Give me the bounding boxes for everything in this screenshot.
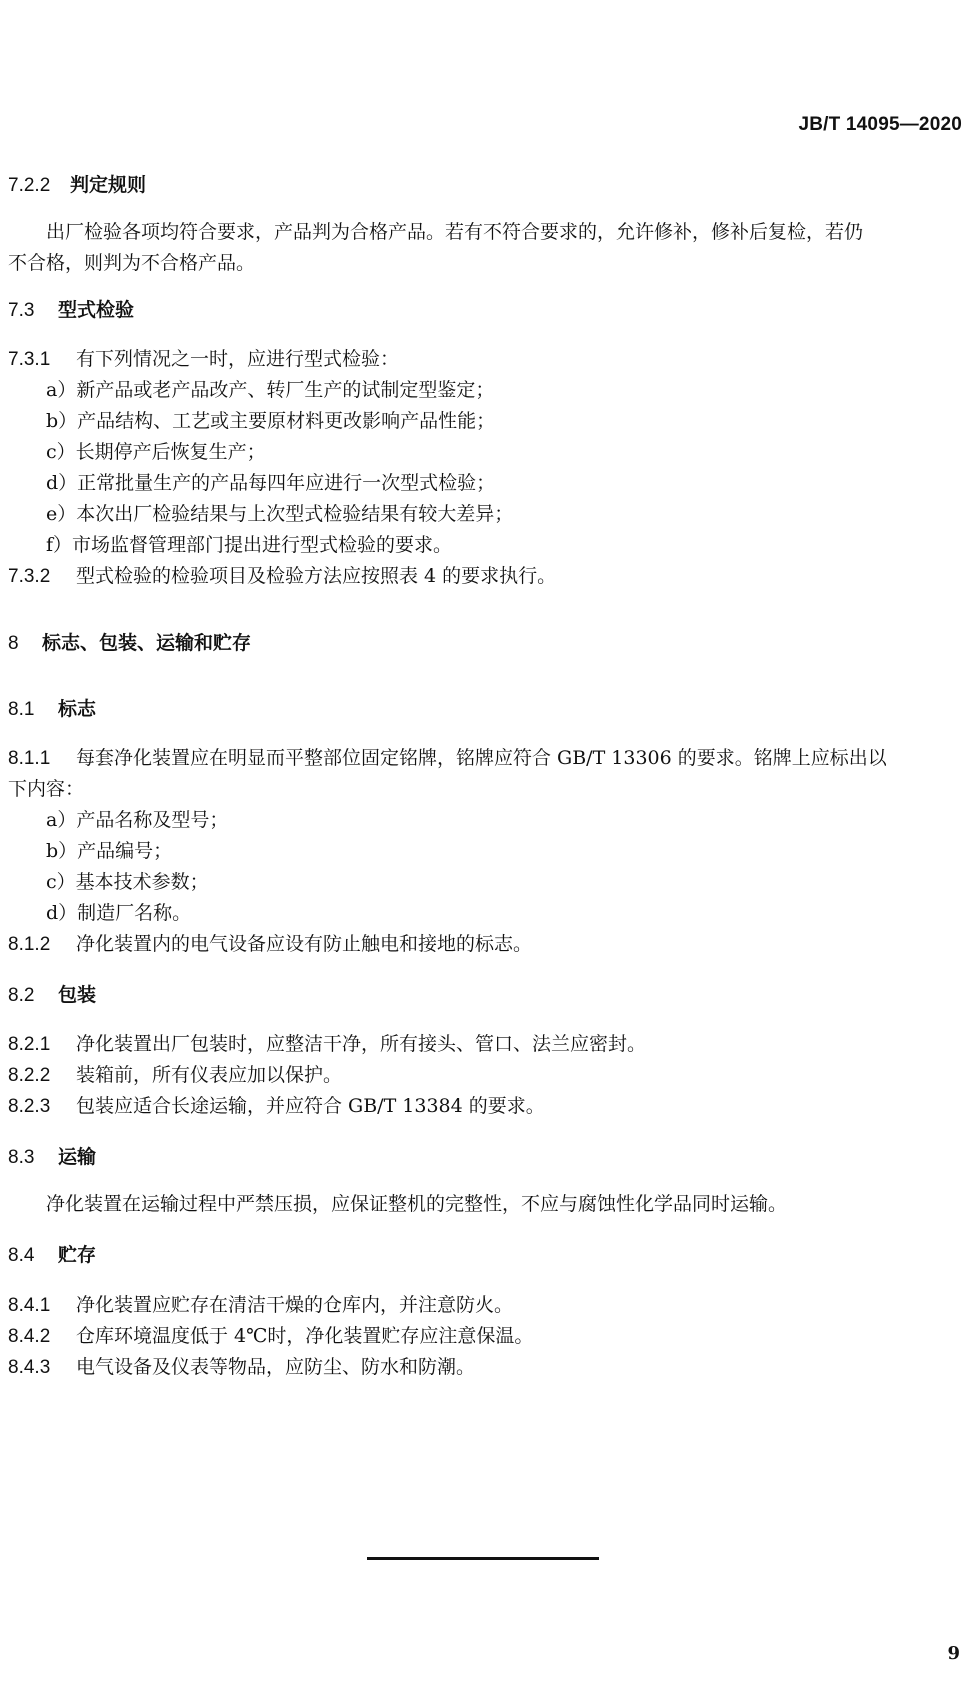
section-number: 7.3 [8, 300, 35, 321]
list-item: d）制造厂名称。 [46, 902, 192, 924]
clause-text: 净化装置内的电气设备应设有防止触电和接地的标志。 [76, 933, 533, 955]
clause-8-2-3 [8, 1093, 545, 1120]
clause-7-3-2 [8, 563, 556, 590]
heading-7-3 [8, 297, 134, 324]
section-title: 判定规则 [70, 174, 147, 196]
paragraph-line: 出厂检验各项均符合要求，产品判为合格产品。若有不符合要求的，允许修补，修补后复检，若仍 [46, 221, 864, 243]
paragraph-line: 净化装置在运输过程中严禁压损，应保证整机的完整性，不应与腐蚀性化学品同时运输。 [46, 1193, 788, 1215]
list-item: e）本次出厂检验结果与上次型式检验结果有较大差异； [46, 503, 514, 525]
section-title: 包装 [58, 984, 97, 1006]
paragraph-line: 下内容： [8, 778, 85, 800]
clause-8-2-2 [8, 1062, 342, 1089]
end-rule-divider [367, 1557, 599, 1560]
document-code: JB/T 14095—2020 [798, 114, 962, 135]
clause-text: 电气设备及仪表等物品，应防尘、防水和防潮。 [76, 1356, 476, 1378]
clause-text: 每套净化装置应在明显而平整部位固定铭牌，铭牌应符合 GB/T 13306 的要求。铭牌上应标出以 [76, 747, 887, 769]
list-item: b）产品编号； [46, 840, 173, 862]
clause-number: 8.4.1 [8, 1295, 51, 1316]
section-title: 标志、包装、运输和贮存 [42, 632, 252, 654]
section-title: 标志 [58, 698, 97, 720]
heading-8-3 [8, 1144, 96, 1171]
clause-number: 7.3.2 [8, 566, 51, 587]
clause-number: 7.3.1 [8, 349, 51, 370]
clause-text: 装箱前，所有仪表应加以保护。 [76, 1064, 343, 1086]
section-number: 8.1 [8, 699, 35, 720]
clause-text: 仓库环境温度低于 4℃时，净化装置贮存应注意保温。 [76, 1325, 534, 1347]
clause-text: 型式检验的检验项目及检验方法应按照表 4 的要求执行。 [76, 565, 557, 587]
clause-8-1-1 [8, 745, 887, 772]
paragraph-line: 不合格，则判为不合格产品。 [8, 252, 256, 274]
clause-number: 8.2.3 [8, 1096, 51, 1117]
clause-text: 净化装置应贮存在清洁干燥的仓库内，并注意防火。 [76, 1294, 514, 1316]
clause-text: 有下列情况之一时，应进行型式检验： [76, 348, 400, 370]
heading-8-1 [8, 696, 96, 723]
clause-number: 8.1.2 [8, 934, 51, 955]
heading-8 [8, 630, 251, 657]
list-item: a）产品名称及型号； [46, 809, 229, 831]
list-item: b）产品结构、工艺或主要原材料更改影响产品性能； [46, 410, 496, 432]
list-item: a）新产品或老产品改产、转厂生产的试制定型鉴定； [46, 379, 495, 401]
heading-7-2-2 [8, 172, 146, 199]
list-item: c）长期停产后恢复生产； [46, 441, 266, 463]
clause-text: 净化装置出厂包装时，应整洁干净，所有接头、管口、法兰应密封。 [76, 1033, 647, 1055]
clause-number: 8.2.1 [8, 1034, 51, 1055]
section-number: 8 [8, 633, 19, 654]
section-number: 7.2.2 [8, 175, 51, 196]
heading-8-4 [8, 1242, 96, 1269]
heading-8-2 [8, 982, 96, 1009]
clause-number: 8.4.3 [8, 1357, 51, 1378]
section-title: 贮存 [58, 1244, 97, 1266]
clause-number: 8.1.1 [8, 748, 51, 769]
clause-text: 包装应适合长途运输，并应符合 GB/T 13384 的要求。 [76, 1095, 545, 1117]
clause-number: 8.2.2 [8, 1065, 51, 1086]
clause-8-2-1 [8, 1031, 646, 1058]
list-item: c）基本技术参数； [46, 871, 209, 893]
section-number: 8.4 [8, 1245, 35, 1266]
list-item: d）正常批量生产的产品每四年应进行一次型式检验； [46, 472, 496, 494]
section-title: 型式检验 [58, 299, 135, 321]
clause-8-4-1 [8, 1292, 513, 1319]
section-number: 8.3 [8, 1147, 35, 1168]
list-item: f）市场监督管理部门提出进行型式检验的要求。 [46, 534, 453, 556]
clause-8-4-3 [8, 1354, 475, 1381]
clause-number: 8.4.2 [8, 1326, 51, 1347]
section-title: 运输 [58, 1146, 97, 1168]
clause-8-4-2 [8, 1323, 533, 1350]
clause-8-1-2 [8, 931, 532, 958]
section-number: 8.2 [8, 985, 35, 1006]
clause-7-3-1 [8, 346, 399, 373]
page-number: 9 [947, 1643, 960, 1664]
